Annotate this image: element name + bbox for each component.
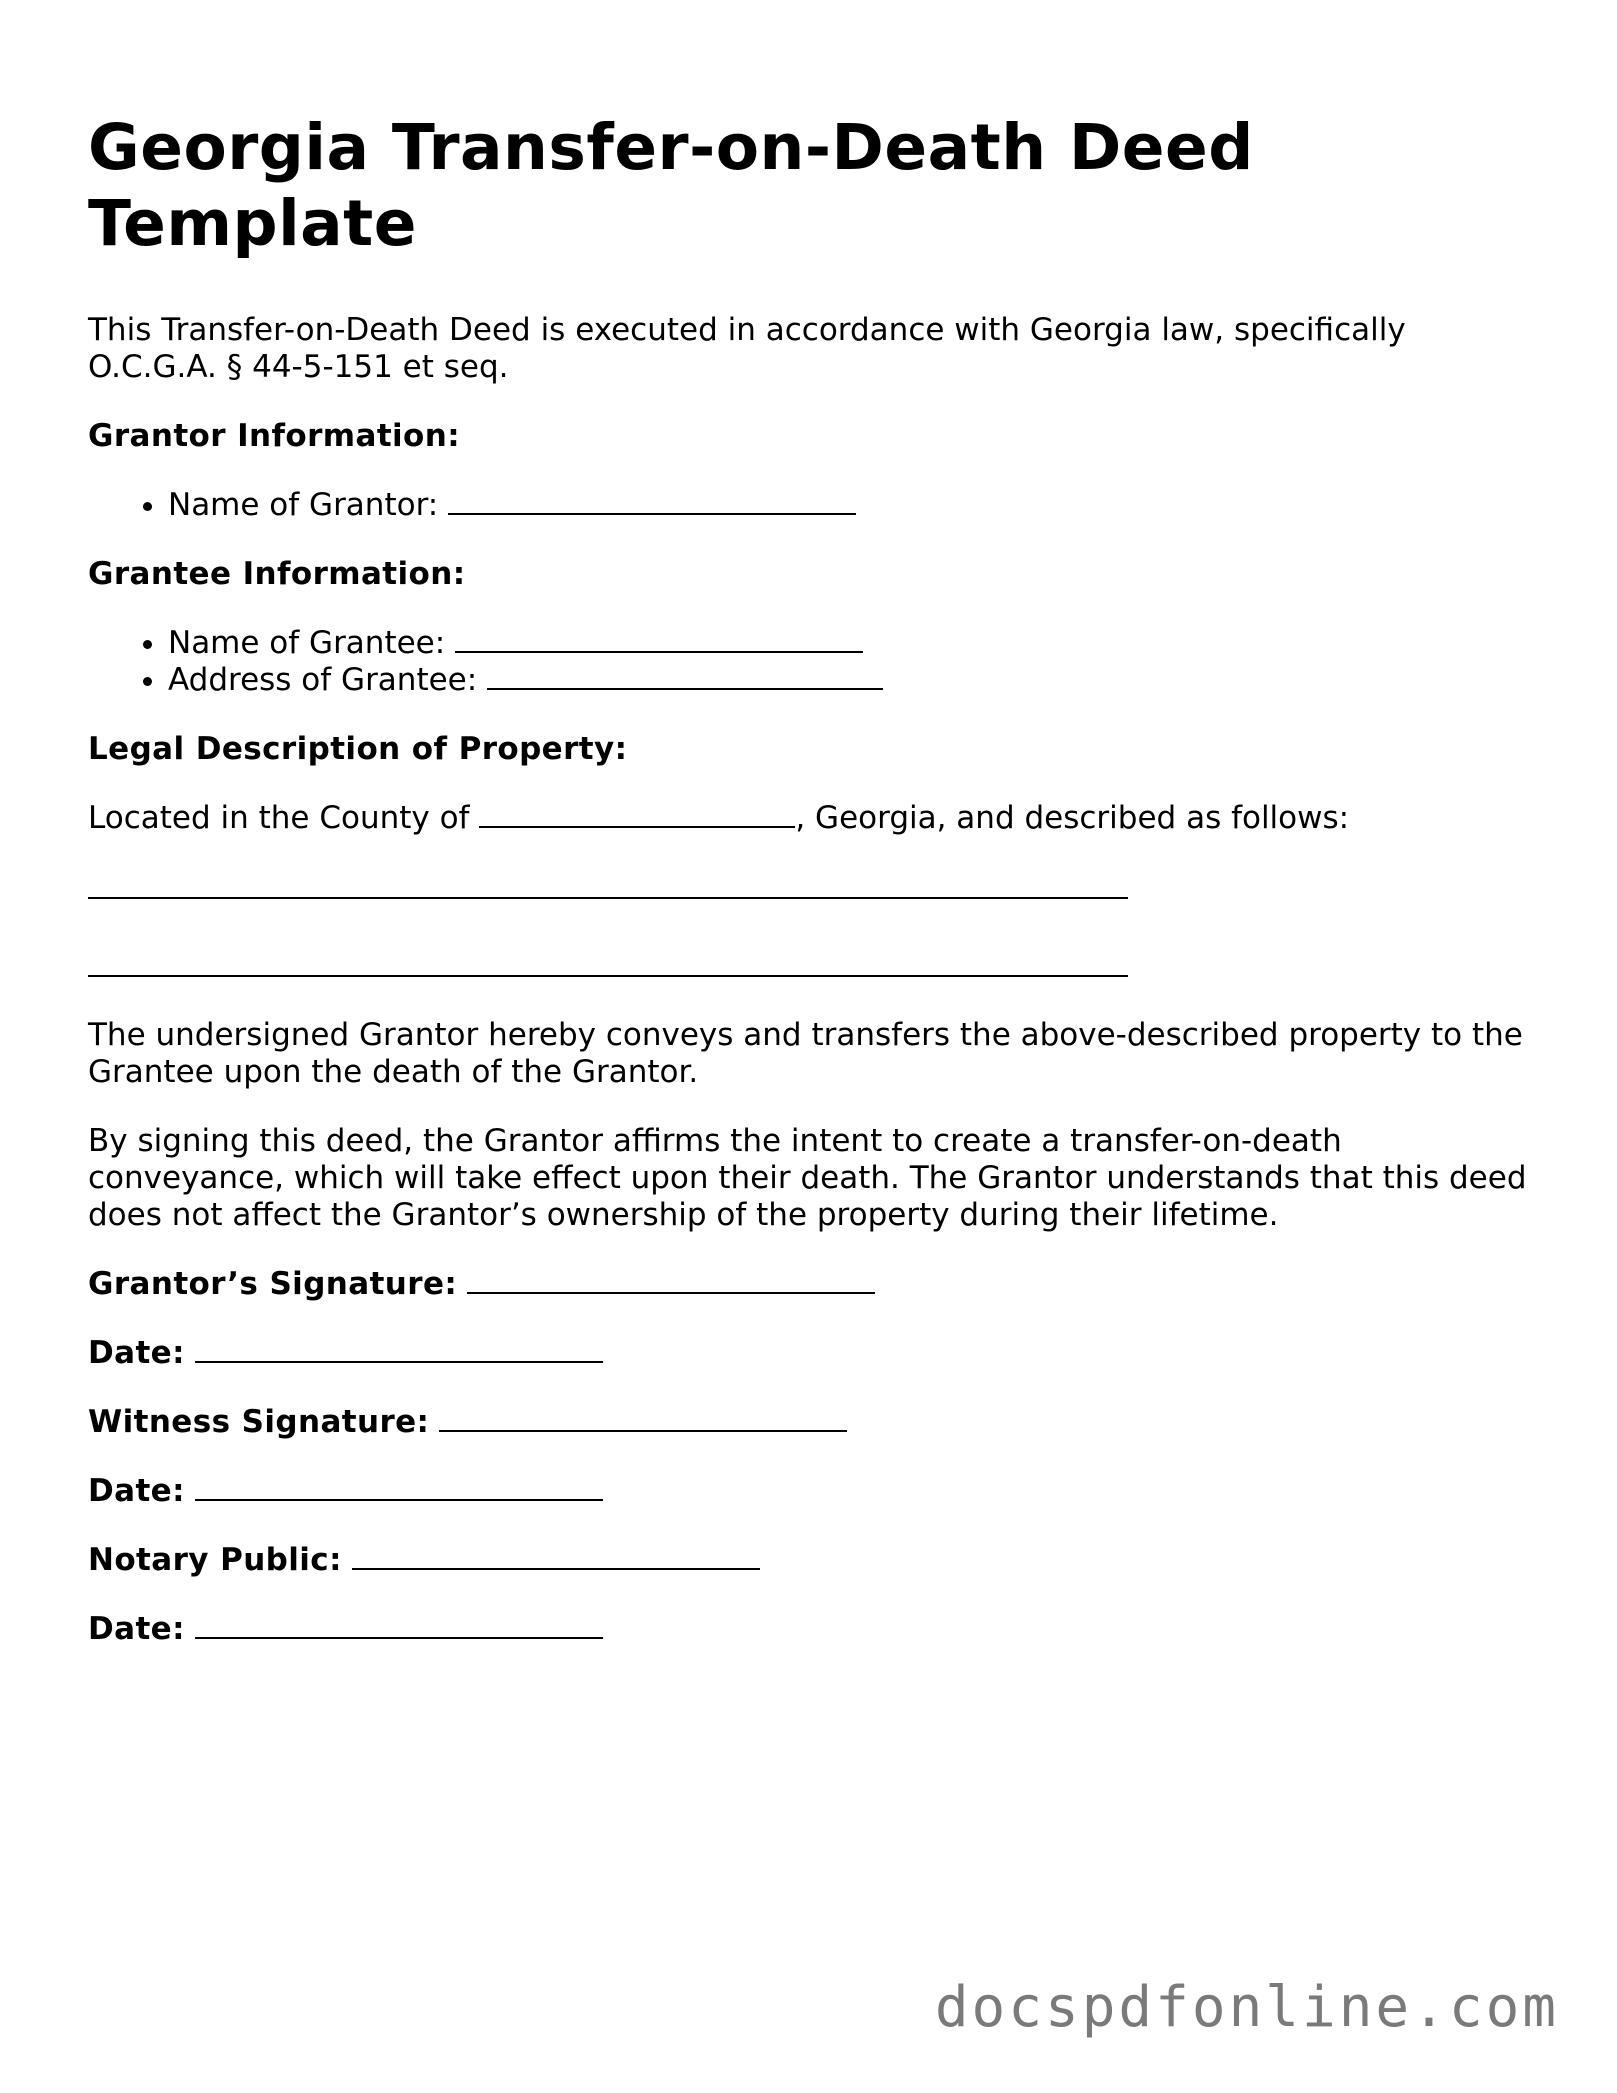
witness-signature-line xyxy=(88,1404,1528,1441)
date-line-1 xyxy=(88,1335,1528,1372)
date-label: Date: xyxy=(88,1473,185,1509)
grantor-name-label: Name of Grantor: xyxy=(168,487,439,523)
list-item xyxy=(168,625,1528,662)
date-line-2 xyxy=(88,1473,1528,1510)
witness-signature-field[interactable] xyxy=(439,1404,847,1432)
grantor-signature-line xyxy=(88,1266,1528,1303)
property-heading: Legal Description of Property: xyxy=(88,731,628,767)
grantee-address-label: Address of Grantee: xyxy=(168,662,478,698)
grantee-address-field[interactable] xyxy=(487,662,883,690)
grantee-name-field[interactable] xyxy=(455,625,863,653)
date-line-3 xyxy=(88,1611,1528,1648)
county-line xyxy=(88,800,1528,837)
document-title: Georgia Transfer-on-Death Deed Template xyxy=(88,111,1254,260)
grantor-signature-label: Grantor’s Signature: xyxy=(88,1266,458,1302)
date-field-3[interactable] xyxy=(195,1611,603,1639)
date-field-2[interactable] xyxy=(195,1473,603,1501)
watermark: docspdfonline.com xyxy=(934,1975,1559,2040)
notary-line xyxy=(88,1542,1528,1579)
notary-field[interactable] xyxy=(352,1542,760,1570)
witness-signature-label: Witness Signature: xyxy=(88,1404,430,1440)
grantor-signature-field[interactable] xyxy=(467,1266,875,1294)
property-description-line-1[interactable] xyxy=(88,871,1528,903)
county-suffix: , Georgia, and described as follows: xyxy=(795,800,1350,836)
county-field[interactable] xyxy=(479,800,795,828)
intro-paragraph: This Transfer-on-Death Deed is executed in accordance with Georgia law, specifically O.C.G.A. § 44-5-151 et seq. xyxy=(88,312,1406,385)
grantor-list xyxy=(88,487,1528,524)
grantee-heading: Grantee Information: xyxy=(88,556,466,592)
date-label: Date: xyxy=(88,1611,185,1647)
list-item xyxy=(168,662,1528,699)
affirmation-paragraph: By signing this deed, the Grantor affirms the intent to create a transfer-on-death conveyance, which will take effect upon their death. The Grantor understands that this deed does not affect the Grantor’s ownership of the property during their lifetime. xyxy=(88,1123,1527,1233)
date-field-1[interactable] xyxy=(195,1335,603,1363)
conveyance-paragraph: The undersigned Grantor hereby conveys and transfers the above-described property to the Grantee upon the death of the Grantor. xyxy=(88,1017,1523,1090)
county-prefix: Located in the County of xyxy=(88,800,470,836)
grantor-name-field[interactable] xyxy=(448,487,856,515)
property-description-line-2[interactable] xyxy=(88,949,1528,981)
notary-label: Notary Public: xyxy=(88,1542,342,1578)
list-item xyxy=(168,487,1528,524)
grantee-list xyxy=(88,625,1528,699)
grantee-name-label: Name of Grantee: xyxy=(168,625,446,661)
document-page xyxy=(88,110,1528,1648)
date-label: Date: xyxy=(88,1335,185,1371)
grantor-heading: Grantor Information: xyxy=(88,418,461,454)
